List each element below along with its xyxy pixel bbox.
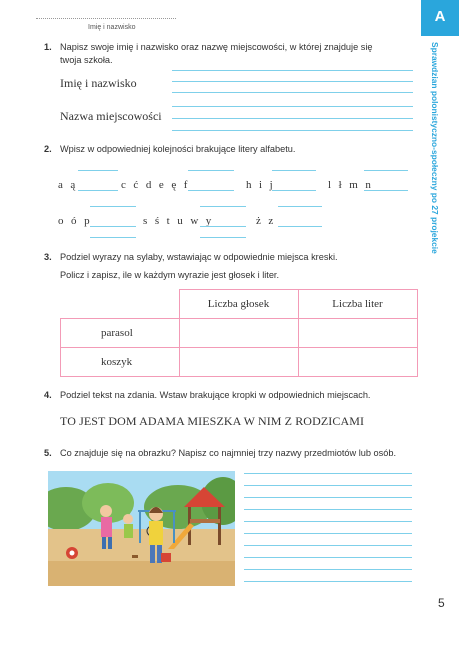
letter-slot-line[interactable] [272,190,316,191]
question-1-number: 1. [44,42,52,52]
alphabet-group: a ą [58,179,78,191]
page-number: 5 [438,596,445,610]
letter-slot-line[interactable] [364,170,408,171]
question-2-text: Wpisz w odpowiedniej kolejności brakujące litery alfabetu. [60,144,296,154]
alphabet-group: ż z [256,215,276,227]
letter-slot-line[interactable] [200,226,246,227]
question-2-number: 2. [44,144,52,154]
answer-line[interactable] [244,485,412,486]
question-5-text: Co znajduje się na obrazku? Napisz co najmniej trzy nazwy przedmiotów lub osób. [60,448,397,458]
answer-line[interactable] [244,509,412,510]
question-1-text-line1: Napisz swoje imię i nazwisko oraz nazwę miejscowości, w której znajduje się [60,42,373,52]
alphabet-group: l ł m n [328,179,374,191]
question-4-text: Podziel tekst na zdania. Wstaw brakujące kropki w odpowiednich miejscach. [60,390,371,400]
answer-cell[interactable] [179,348,298,377]
letter-slot-line[interactable] [90,206,136,207]
letter-slot-line[interactable] [188,190,234,191]
alphabet-group: c ć d e ę f [121,179,190,191]
alphabet-group: s ś t u w y [143,215,214,227]
answer-line[interactable] [244,497,412,498]
top-dotted-line [36,18,176,19]
playground-illustration [48,471,235,586]
letter-slot-line[interactable] [364,190,408,191]
name-answer-line[interactable] [172,92,413,93]
answer-line[interactable] [244,533,412,534]
sentence-text: TO JEST DOM ADAMA MIESZKA W NIM Z RODZICAMI [60,414,365,428]
letter-slot-line[interactable] [272,170,316,171]
syllable-table [60,289,418,377]
name-label: Imię i nazwisko [60,76,137,90]
letter-slot-line[interactable] [78,170,118,171]
town-answer-line[interactable] [172,130,413,131]
letter-slot-line[interactable] [90,237,136,238]
word-cell: parasol [61,319,180,348]
letter-slot-line[interactable] [188,170,234,171]
question-1-text-line2: twoja szkoła. [60,55,113,65]
answer-line[interactable] [244,569,412,570]
town-answer-line[interactable] [172,118,413,119]
column-header: Liczba głosek [179,290,298,319]
answer-line[interactable] [244,581,412,582]
letter-slot-line[interactable] [278,206,322,207]
alphabet-group: o ó p [58,215,92,227]
question-3-text-line1: Podziel wyrazy na sylaby, wstawiając w odpowiednie miejsca kreski. [60,252,338,262]
header-label: Imię i nazwisko [88,24,136,31]
question-5-number: 5. [44,448,52,458]
section-tab: A [421,0,459,36]
alphabet-group: h i j [246,179,276,191]
letter-slot-line[interactable] [90,226,136,227]
vertical-section-title: Sprawdzian polonistyczno-społeczny po 27 projekcie [430,42,440,254]
letter-slot-line[interactable] [200,237,246,238]
answer-cell[interactable] [298,319,417,348]
answer-line[interactable] [244,521,412,522]
name-answer-line[interactable] [172,70,413,71]
letter-slot-line[interactable] [200,206,246,207]
question-3-number: 3. [44,252,52,262]
name-answer-line[interactable] [172,81,413,82]
question-3-text-line2: Policz i zapisz, ile w każdym wyrazie jest głosek i liter. [60,270,280,280]
letter-slot-line[interactable] [78,190,118,191]
town-answer-line[interactable] [172,106,413,107]
answer-line[interactable] [244,473,412,474]
word-cell: koszyk [61,348,180,377]
answer-line[interactable] [244,557,412,558]
answer-line[interactable] [244,545,412,546]
column-header: Liczba liter [298,290,417,319]
town-label: Nazwa miejscowości [60,109,162,123]
question-4-number: 4. [44,390,52,400]
answer-cell[interactable] [298,348,417,377]
letter-slot-line[interactable] [278,226,322,227]
answer-cell[interactable] [179,319,298,348]
